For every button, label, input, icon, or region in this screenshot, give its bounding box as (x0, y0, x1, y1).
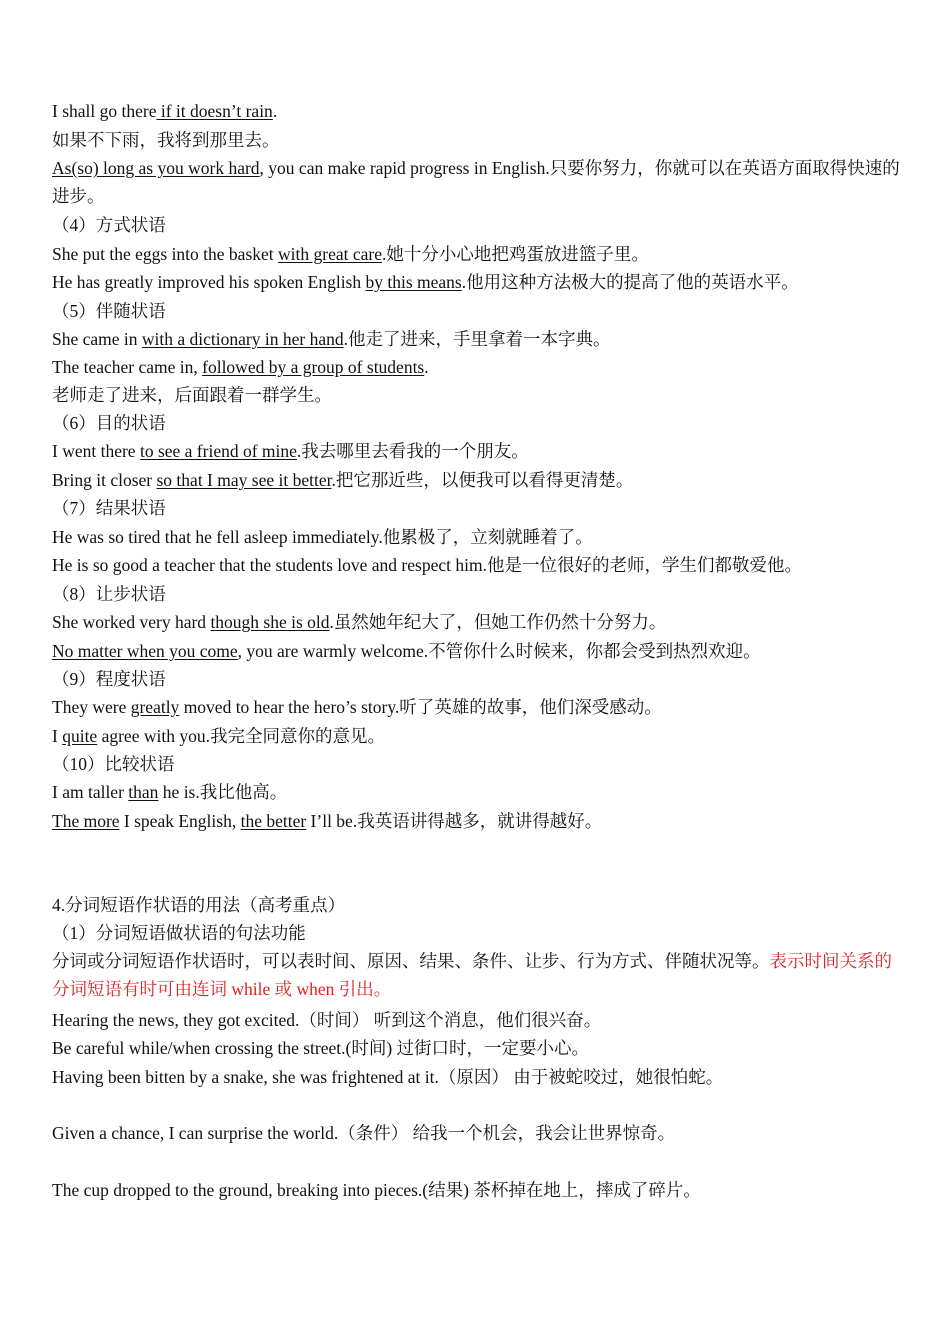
text-run: .他用这种方法极大的提高了他的英语水平。 (461, 272, 799, 292)
text-run: Having been bitten by a snake, she was frightened at it.（原因） 由于被蛇咬过，她很怕蛇。 (52, 1067, 724, 1087)
text-line (52, 693, 902, 721)
text-run: .她十分小心地把鸡蛋放进篮子里。 (381, 244, 649, 264)
text-line (52, 891, 902, 919)
text-run: The cup dropped to the ground, breaking into pieces.(结果) 茶杯掉在地上，摔成了碎片。 (52, 1180, 701, 1200)
text-run: 如果不下雨，我将到那里去。 (52, 130, 280, 150)
text-line (52, 1006, 902, 1034)
text-run: I speak English, (119, 811, 241, 831)
text-line (52, 750, 902, 778)
text-line (52, 409, 902, 437)
text-run: （8）让步状语 (52, 584, 166, 604)
underlined-phrase: The more (52, 811, 120, 831)
text-run: he is.我比他高。 (158, 782, 288, 802)
text-run: Given a chance, I can surprise the world.（条件） 给我一个机会，我会让世界惊奇。 (52, 1123, 676, 1143)
underlined-phrase: by this means (365, 272, 462, 292)
text-run: （9）程度状语 (52, 669, 166, 689)
underlined-phrase: No matter when you come (52, 641, 238, 661)
text-run: I shall go there (52, 101, 157, 121)
underlined-phrase: the better (240, 811, 307, 831)
text-run: She put the eggs into the basket (52, 244, 279, 264)
text-line (52, 437, 902, 465)
text-run: 老师走了进来，后面跟着一群学生。 (52, 385, 332, 405)
text-line (52, 1063, 902, 1091)
underlined-phrase: though she is old (210, 612, 330, 632)
text-line (52, 240, 902, 268)
text-line (52, 722, 902, 750)
text-run: They were (52, 697, 131, 717)
text-line (52, 665, 902, 693)
text-line (52, 580, 902, 608)
text-run: （4）方式状语 (52, 215, 166, 235)
underlined-phrase: to see a friend of mine (139, 441, 297, 461)
text-run: 分词或分词短语作状语时，可以表时间、原因、结果、条件、让步、行为方式、伴随状况等。 (52, 951, 770, 971)
text-line (52, 126, 902, 154)
underlined-phrase: quite (62, 726, 98, 746)
text-run: , you can make rapid progress in English.只要你努力，你就可以在英语方面取得快速的进步。 (52, 158, 900, 207)
text-line (52, 97, 902, 125)
text-line (52, 947, 902, 1004)
text-run: I am taller (52, 782, 129, 802)
text-line (52, 381, 902, 409)
underlined-phrase: so that I may see it better (156, 470, 332, 490)
text-run: .虽然她年纪大了，但她工作仍然十分努力。 (329, 612, 667, 632)
text-line (52, 551, 902, 579)
text-line (52, 778, 902, 806)
text-line (52, 1034, 902, 1062)
text-run: She came in (52, 329, 142, 349)
text-line (52, 523, 902, 551)
text-line (52, 325, 902, 353)
text-run: Be careful while/when crossing the street.(时间) 过街口时，一定要小心。 (52, 1038, 590, 1058)
text-run: The teacher came in, (52, 357, 203, 377)
text-run: . (272, 101, 278, 121)
text-run: .他走了进来，手里拿着一本字典。 (343, 329, 611, 349)
text-line (52, 353, 902, 381)
text-run: （1）分词短语做状语的句法功能 (52, 923, 306, 943)
underlined-phrase: if it doesn’t rain (156, 101, 273, 121)
text-run: I went there (52, 441, 140, 461)
text-run: She worked very hard (52, 612, 211, 632)
text-line (52, 637, 902, 665)
text-line (52, 608, 902, 636)
text-run: I’ll be.我英语讲得越多，就讲得越好。 (306, 811, 603, 831)
text-run: （6）目的状语 (52, 413, 166, 433)
text-line (52, 919, 902, 947)
text-run: He was so tired that he fell asleep immediately.他累极了，立刻就睡着了。 (52, 527, 593, 547)
text-line (52, 211, 902, 239)
highlighted-note: 表示时间关系的分词短语有时可由连词 while 或 when 引出。 (52, 951, 892, 1000)
text-run: . (424, 357, 429, 377)
text-line (52, 1119, 902, 1147)
text-line (52, 297, 902, 325)
text-run: 4.分词短语作状语的用法（高考重点） (52, 895, 346, 915)
text-run: moved to hear the hero’s story.听了英雄的故事，他们深受感动。 (179, 697, 662, 717)
text-line (52, 807, 902, 835)
text-run: .把它那近些，以便我可以看得更清楚。 (331, 470, 634, 490)
text-run: He has greatly improved his spoken English (52, 272, 366, 292)
text-line (52, 494, 902, 522)
underlined-phrase: followed by a group of students (202, 357, 425, 377)
underlined-phrase: greatly (130, 697, 180, 717)
underlined-phrase: with great care (278, 244, 382, 264)
text-run: .我去哪里去看我的一个朋友。 (296, 441, 529, 461)
text-line (52, 154, 902, 211)
text-run: I (52, 726, 63, 746)
text-run: Hearing the news, they got excited.（时间） 听到这个消息，他们很兴奋。 (52, 1010, 602, 1030)
text-run: （7）结果状语 (52, 498, 166, 518)
text-run: , you are warmly welcome.不管你什么时候来，你都会受到热烈欢迎。 (237, 641, 761, 661)
text-line (52, 1176, 902, 1204)
underlined-phrase: than (128, 782, 159, 802)
text-line (52, 268, 902, 296)
text-run: （5）伴随状语 (52, 301, 166, 321)
text-run: （10）比较状语 (52, 754, 175, 774)
text-run: agree with you.我完全同意你的意见。 (97, 726, 385, 746)
text-run: Bring it closer (52, 470, 157, 490)
text-line (52, 466, 902, 494)
underlined-phrase: As(so) long as you work hard (52, 158, 260, 178)
text-run: He is so good a teacher that the students love and respect him.他是一位很好的老师，学生们都敬爱他。 (52, 555, 802, 575)
underlined-phrase: with a dictionary in her hand (141, 329, 344, 349)
